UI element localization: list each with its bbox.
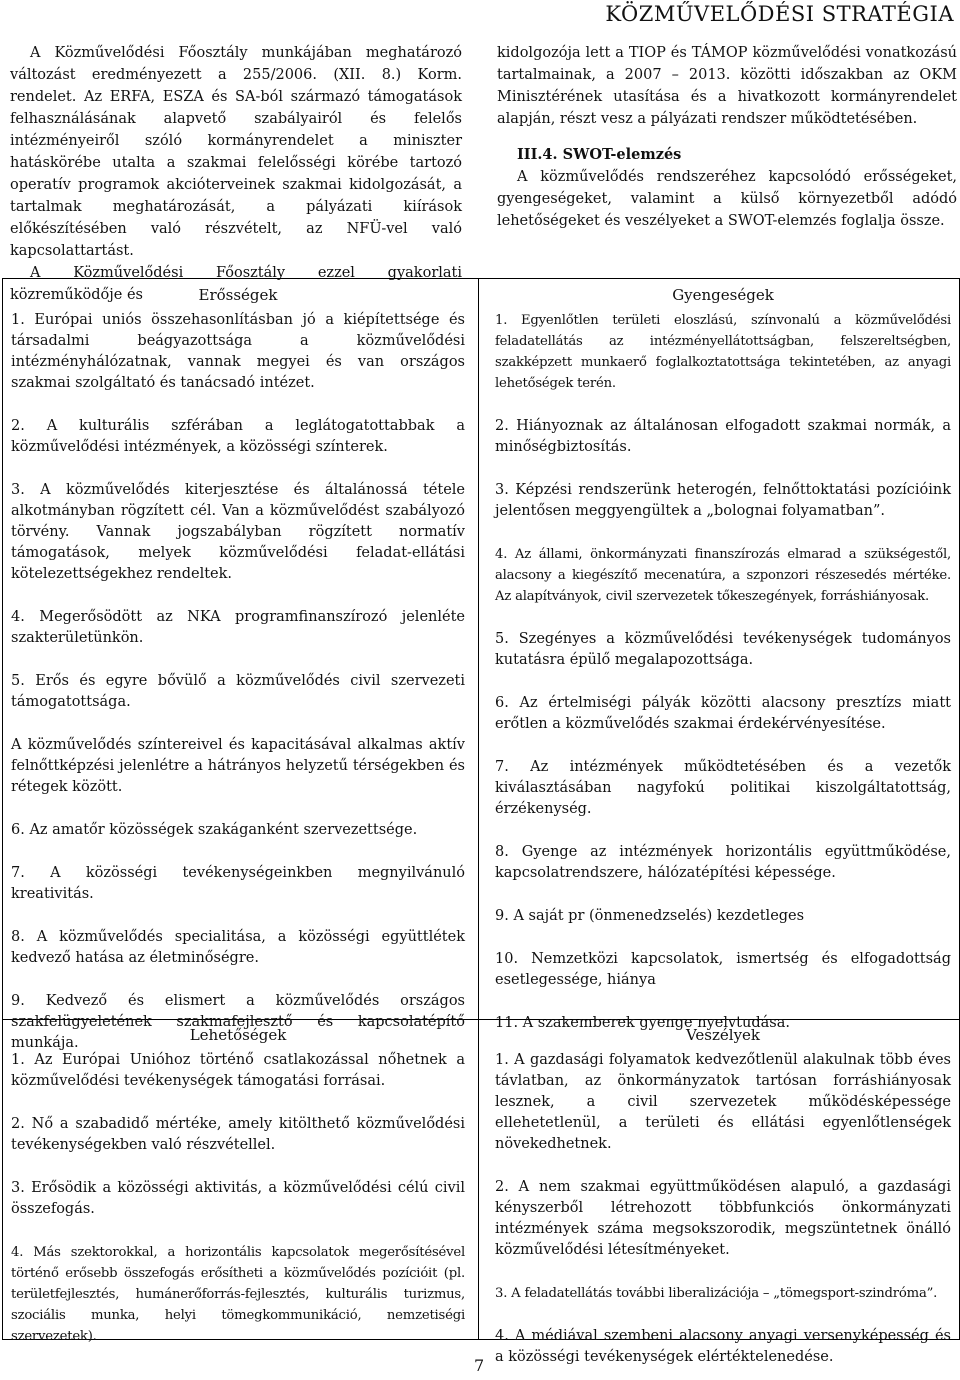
list-item: 9. Kedvező és elismert a közművelődés országos szakfelügyeletének szakmafejlesztő és kapcsolatépítő munkája.	[11, 993, 465, 1051]
list-item: 3. Képzési rendszerünk heterogén, felnőttoktatási pozícióink jelentősen meggyengültek a „bolognai folyamatban”.	[495, 482, 951, 519]
list-item: 3. Erősödik a közösségi aktivitás, a közművelődési célú civil összefogás.	[11, 1180, 465, 1217]
list-item: 9. A saját pr (önmenedzselés) kezdetleges	[495, 908, 805, 924]
strengths-list	[11, 310, 465, 1054]
list-item: 2. Hiányoznak az általánosan elfogadott szakmai normák, a minőségbiztosítás.	[495, 418, 951, 455]
list-item: 11. A szakemberek gyenge nyelvtudása.	[495, 1015, 790, 1031]
list-item: 1. Az Európai Unióhoz történő csatlakozással nőhetnek a közművelődési tevékenységek támogatási forrásai.	[11, 1052, 465, 1089]
list-item: 4. Megerősödött az NKA programfinanszírozó jelenléte szakterületünkön.	[11, 609, 465, 646]
list-item: 2. A nem szakmai együttműködésen alapuló, a gazdasági kényszerből létrehozott többfunkciós önkormányzati intézmények száma megsokszorodik, megszüntetnek önálló közművelődési létesítményeket.	[495, 1179, 951, 1258]
list-item: 2. Nő a szabadidő mértéke, amely kitölthető közművelődési tevékenységekben való részvétellel.	[11, 1116, 465, 1153]
opportunities-cell	[11, 1025, 465, 1359]
weaknesses-heading: Gyengeségek	[672, 286, 774, 304]
list-item: 1. Egyenlőtlen területi eloszlású, színvonalú a közművelődési feladatellátás az intézményellátottságban, felszereltségben, szakképzett munkaerő foglalkoztatottsága tekintetében, az anyagi lehetőségek terén.	[495, 313, 951, 391]
intro-paragraph: A Közművelődési Főosztály ezzel gyakorlati közreműködője és	[10, 265, 462, 303]
list-item: 7. Az intézmények működtetésében és a vezetők kiválasztásában nagyfokú politikai kiszolgáltatottság, érzékenység.	[495, 759, 951, 817]
section-number: III.4.	[517, 146, 558, 163]
list-item: 3. A feladatellátás további liberalizációja – „tömegsport-szindróma”.	[495, 1286, 938, 1301]
list-item: 4. A médiával szembeni alacsony anyagi versenyképesség és a közösségi tevékenységek elértéktelenedése.	[495, 1328, 951, 1365]
list-item: 2. A kulturális szférában a leglátogatottabbak a közművelődési intézmények, a közösségi színterek.	[11, 418, 465, 455]
intro-paragraph: A Közművelődési Főosztály munkájában meghatározó változást eredményezett a 255/2006. (XII. 8.) Korm. rendelet. Az ERFA, ESZA és SA-ból származó támogatások felhasználásának alapvető szabályairól és felelős intézményeiről szóló kormányrendelet a miniszter hatáskörébe utalta a szakmai felelősségi körébe tartozó operatív programok akcióterveinek szakmai kidolgozását, a tartalmak meghatározását, a pályázati kiírások előkészítésében való részvételt, az NFÜ-vel való kapcsolattartást.	[10, 45, 462, 259]
strengths-cell	[11, 285, 465, 1066]
list-item: 1. A gazdasági folyamatok kedvezőtlenül alakulnak több éves távlatban, az önkormányzatok tartósan forráshiányosak lesznek, a civil szervezetek működésképessége ellehetetlenül, a területi és ellátási egyenlőtlenségek növekedhetnek.	[495, 1052, 951, 1152]
weaknesses-cell	[495, 285, 951, 1046]
list-item: 8. Gyenge az intézmények horizontális együttműködése, kapcsolatrendszere, hálózatépítési képessége.	[495, 844, 951, 881]
intro-paragraph: A közművelődés rendszeréhez kapcsolódó erősségeket, gyengeségeket, valamint a külső környezetből adódó lehetőségeket és veszélyeket a SWOT-elemzés foglalja össze.	[497, 169, 957, 229]
running-header: KÖZMŰVELŐDÉSI STRATÉGIA	[605, 2, 954, 26]
list-item: 6. Az amatőr közösségek szakáganként szervezettsége.	[11, 822, 418, 838]
list-item: A közművelődés színtereivel és kapacitásával alkalmas aktív felnőttképzési jelenlétre a hátrányos helyzetű térségekben és rétegek között.	[11, 737, 465, 795]
weaknesses-list	[495, 310, 951, 1034]
list-item: 3. A közművelődés kiterjesztése és általánossá tétele alkotmányban rögzített cél. Van a közművelődést szabályozó törvény. Vannak jogszabályban rögzített normatív támogatások, melyek közművelődési feladat-ellátási kötelezettségekhez rendeltek.	[11, 482, 465, 582]
list-item: 5. Erős és egyre bővülő a közművelődés civil szervezeti támogatottsága.	[11, 673, 465, 710]
list-item: 7. A közösségi tevékenységeinkben megnyilvánuló kreativitás.	[11, 865, 465, 902]
list-item: 1. Európai uniós összehasonlításban jó a kiépítettsége és társadalmi beágyazottsága a közművelődési intézményhálózatnak, vannak megyei és van országos szakmai szolgáltató és tanácsadó intézet.	[11, 312, 465, 391]
list-item: 8. A közművelődés specialitása, a közösségi együttlétek kedvező hatása az életminőségre.	[11, 929, 465, 966]
list-item: 10. Nemzetközi kapcsolatok, ismertség és elfogadottság esetlegessége, hiánya	[495, 951, 951, 988]
strengths-heading: Erősségek	[198, 286, 278, 304]
intro-paragraph: kidolgozója lett a TIOP és TÁMOP közművelődési vonatkozású tartalmainak, a 2007 – 2013. közötti időszakban az OKM Minisztérének utasítása és a hivatkozott kormányrendelet alapján, részt vesz a pályázati rendszer működtetésében.	[497, 45, 957, 127]
section-heading	[497, 144, 957, 166]
section-title: SWOT-elemzés	[562, 146, 682, 163]
threats-list	[495, 1050, 951, 1368]
threats-heading: Veszélyek	[685, 1026, 761, 1044]
page-number: 7	[474, 1356, 485, 1375]
swot-table	[2, 278, 960, 1365]
list-item: 5. Szegényes a közművelődési tevékenységek tudományos kutatásra épülő megalapozottsága.	[495, 631, 951, 668]
threats-cell	[495, 1025, 951, 1380]
intro-left-column	[10, 42, 462, 306]
opportunities-heading: Lehetőségek	[189, 1026, 287, 1044]
opportunities-list	[11, 1050, 465, 1347]
table-divider-vertical	[478, 279, 479, 1339]
list-item: 4. Más szektorokkal, a horizontális kapcsolatok megerősítésével történő erősebb összefogás erősítheti a közművelődés pozícióit (pl. területfejlesztés, humánerőforrás-fejlesztés, kulturális turizmus, szociális munka, helyi tömegkommunikáció, nemzetiségi szervezetek).	[11, 1245, 465, 1344]
list-item: 4. Az állami, önkormányzati finanszírozás elmarad a szükségestől, alacsony a kiegészítő mecenatúra, a szponzori részesedés mértéke. Az alapítványok, civil szervezetek tőkeszegények, forráshiányosak.	[495, 547, 951, 604]
list-item: 6. Az értelmiségi pályák közötti alacsony presztízs miatt erőtlen a közművelődés szakmai érdekérvényesítése.	[495, 695, 951, 732]
intro-right-column	[497, 42, 957, 232]
